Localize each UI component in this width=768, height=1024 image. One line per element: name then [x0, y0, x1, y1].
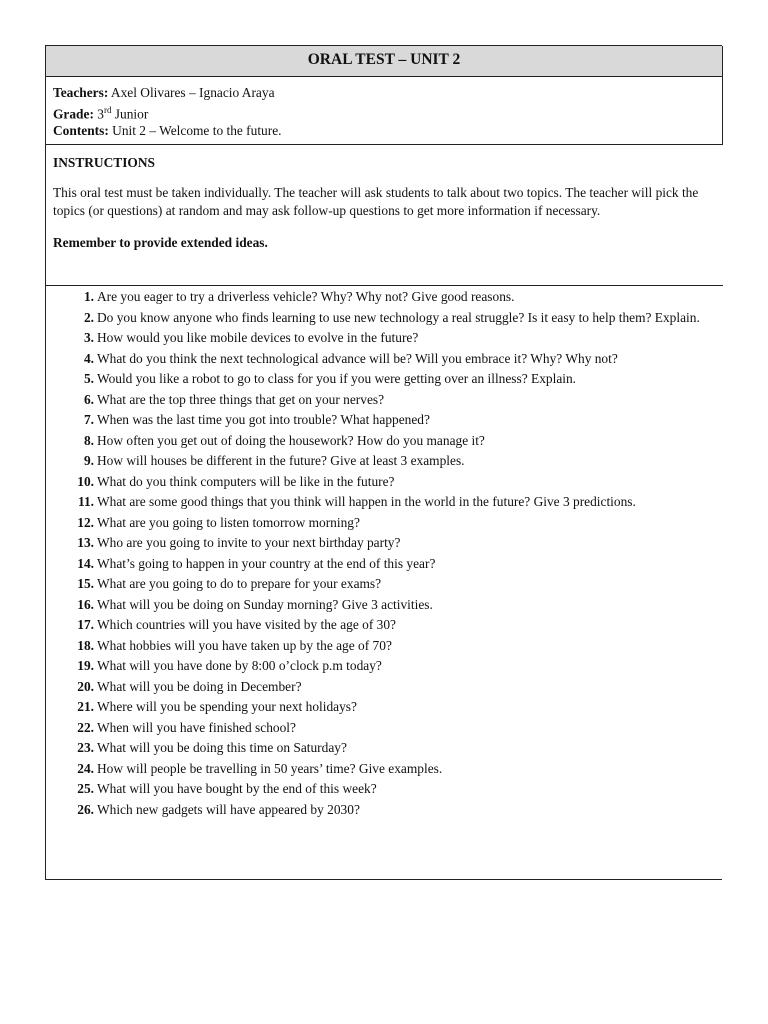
- question-item: [46, 656, 723, 677]
- test-document: [45, 45, 722, 880]
- question-text: Are you eager to try a driverless vehicle? Why? Why not? Give good reasons.: [97, 289, 515, 304]
- question-text: How would you like mobile devices to evolve in the future?: [97, 330, 419, 345]
- question-number: 6.: [83, 391, 94, 407]
- question-item: [46, 595, 723, 616]
- question-item: [46, 328, 723, 349]
- question-number: 26.: [77, 801, 94, 817]
- question-text: Would you like a robot to go to class for you if you were getting over an illness? Explain.: [97, 371, 577, 386]
- grade-line: [53, 102, 713, 123]
- contents-label: Contents:: [53, 123, 109, 139]
- question-item: [46, 738, 723, 759]
- question-item: [46, 574, 723, 595]
- question-number: 7.: [83, 412, 94, 427]
- question-number: 3.: [83, 330, 94, 345]
- question-number: 24.: [77, 760, 94, 776]
- question-number: 12.: [77, 514, 94, 530]
- question-number: 15.: [77, 576, 94, 591]
- question-text: What are you going to listen tomorrow morning?: [97, 514, 360, 530]
- question-text: What will you be doing on Sunday morning? Give 3 activities.: [97, 596, 433, 612]
- question-item: [46, 800, 723, 821]
- contents-line: [53, 122, 713, 140]
- question-text: Which countries will you have visited by the age of 30?: [97, 617, 396, 632]
- question-number: 25.: [77, 781, 94, 796]
- question-text: What do you think the next technological advance will be? Will you embrace it? Why? Why not?: [97, 350, 618, 366]
- question-number: 11.: [78, 494, 94, 509]
- questions-divider: [46, 285, 723, 286]
- question-item: [46, 390, 723, 411]
- question-item: [46, 779, 723, 800]
- question-item: [46, 718, 723, 739]
- question-text: Where will you be spending your next holidays?: [97, 699, 357, 714]
- question-item: [46, 410, 723, 431]
- grade-rest: Junior: [111, 105, 149, 121]
- teachers-value: Axel Olivares – Ignacio Araya: [108, 85, 275, 100]
- question-number: 9.: [83, 453, 94, 468]
- question-number: 8.: [83, 432, 94, 448]
- question-number: 21.: [77, 699, 94, 714]
- grade-label: Grade:: [53, 105, 94, 121]
- question-text: Do you know anyone who finds learning to use new technology a real struggle? Is it easy to help them? Explain.: [97, 309, 700, 325]
- page-title: ORAL TEST – UNIT 2: [46, 46, 723, 77]
- question-item: [46, 759, 723, 780]
- info-divider: [46, 144, 723, 145]
- questions-list: [46, 287, 723, 820]
- question-item: [46, 697, 723, 718]
- question-text: What will you have done by 8:00 o’clock p.m today?: [97, 658, 382, 673]
- question-item: [46, 308, 723, 329]
- question-number: 4.: [83, 350, 94, 366]
- question-item: [46, 677, 723, 698]
- question-number: 13.: [77, 535, 94, 550]
- question-number: 19.: [77, 658, 94, 673]
- question-text: What hobbies will you have taken up by the age of 70?: [97, 637, 392, 653]
- info-right-border: [722, 77, 723, 144]
- question-item: [46, 349, 723, 370]
- question-number: 18.: [77, 637, 94, 653]
- question-text: Who are you going to invite to your next birthday party?: [97, 535, 401, 550]
- question-text: What will you be doing in December?: [97, 678, 302, 694]
- question-item: [46, 513, 723, 534]
- question-item: [46, 533, 723, 554]
- question-text: How will houses be different in the future? Give at least 3 examples.: [97, 453, 465, 468]
- question-number: 16.: [77, 596, 94, 612]
- question-text: What are some good things that you think will happen in the world in the future? Give 3 predictions.: [97, 494, 636, 509]
- question-item: [46, 472, 723, 493]
- question-text: When was the last time you got into trouble? What happened?: [97, 412, 430, 427]
- instructions-reminder: Remember to provide extended ideas.: [53, 235, 268, 250]
- question-number: 1.: [83, 289, 94, 304]
- question-item: [46, 615, 723, 636]
- question-item: [46, 554, 723, 575]
- question-item: [46, 369, 723, 390]
- question-item: [46, 492, 723, 513]
- question-number: 17.: [77, 617, 94, 632]
- question-text: What’s going to happen in your country at the end of this year?: [97, 555, 436, 571]
- question-number: 10.: [77, 473, 94, 489]
- question-text: Which new gadgets will have appeared by 2030?: [97, 801, 360, 817]
- instructions-section: [53, 154, 708, 252]
- question-number: 22.: [77, 719, 94, 735]
- question-item: [46, 451, 723, 472]
- instructions-body: This oral test must be taken individually. The teacher will ask students to talk about two topics. The teacher will pick the topics (or questions) at random and may ask follow-up questions to get more information if necessary.: [53, 185, 699, 218]
- question-item: [46, 287, 723, 308]
- contents-value: Unit 2 – Welcome to the future.: [108, 123, 282, 139]
- question-text: How will people be travelling in 50 years’ time? Give examples.: [97, 760, 443, 776]
- question-text: What are you going to do to prepare for your exams?: [97, 576, 382, 591]
- question-number: 20.: [77, 678, 94, 694]
- question-number: 14.: [77, 555, 94, 571]
- question-text: When will you have finished school?: [97, 719, 296, 735]
- question-number: 2.: [83, 309, 94, 325]
- question-number: 5.: [83, 371, 94, 386]
- question-text: What do you think computers will be like in the future?: [97, 473, 395, 489]
- info-block: [53, 84, 713, 140]
- teachers-label: Teachers:: [53, 85, 109, 100]
- question-number: 23.: [77, 740, 94, 755]
- question-text: What will you be doing this time on Saturday?: [97, 740, 347, 755]
- teachers-line: [53, 84, 713, 102]
- question-item: [46, 431, 723, 452]
- grade-suffix: rd: [103, 104, 112, 115]
- question-item: [46, 636, 723, 657]
- instructions-heading: INSTRUCTIONS: [53, 155, 155, 170]
- question-text: What are the top three things that get on your nerves?: [97, 391, 385, 407]
- question-text: How often you get out of doing the housework? How do you manage it?: [97, 432, 485, 448]
- question-text: What will you have bought by the end of this week?: [97, 781, 377, 796]
- grade-number: 3: [93, 105, 104, 121]
